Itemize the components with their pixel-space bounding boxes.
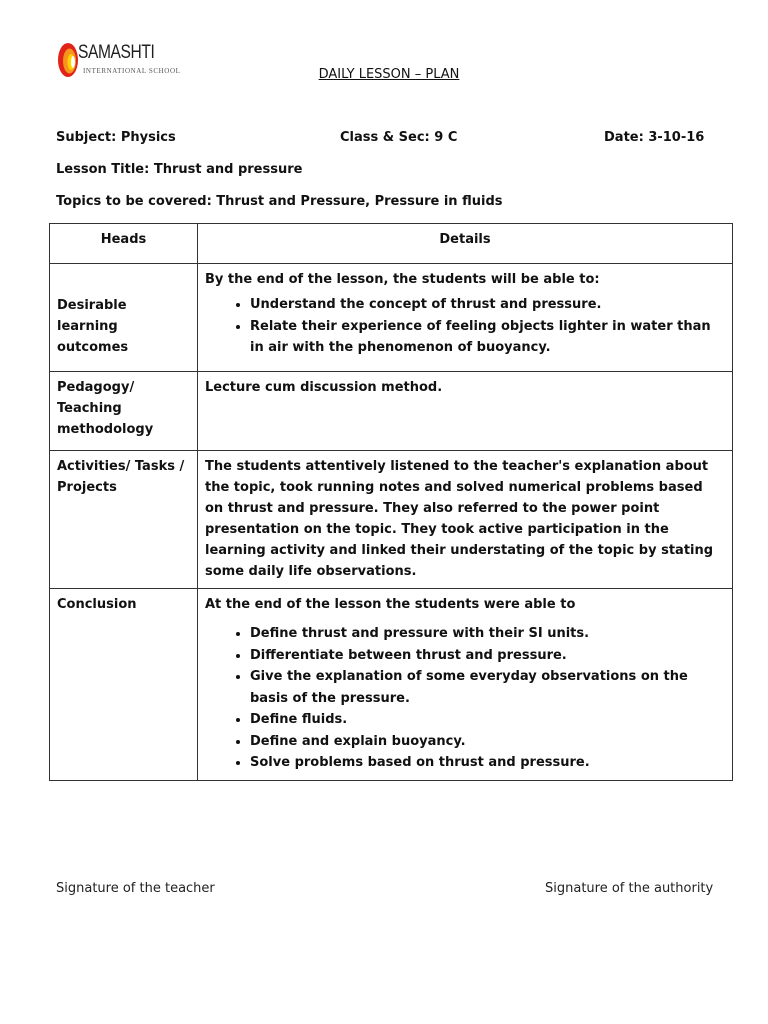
topics-covered: Topics to be covered: Thrust and Pressure, Pressure in fluids bbox=[56, 194, 503, 209]
list-item: • Define fluids. bbox=[250, 709, 725, 731]
row-head-outcomes: Desirable learning outcomes bbox=[50, 264, 198, 372]
class-section: Class & Sec: 9 C bbox=[340, 130, 458, 145]
lesson-table bbox=[49, 223, 733, 781]
table-row bbox=[50, 372, 733, 451]
table-header-row bbox=[50, 224, 733, 264]
list-item: • Define and explain buoyancy. bbox=[250, 731, 725, 753]
header-heads: Heads bbox=[50, 224, 198, 264]
list-item: • Relate their experience of feeling objects lighter in water than in air with the phenomenon of buoyancy. bbox=[250, 316, 725, 359]
list-item: • Understand the concept of thrust and pressure. bbox=[250, 294, 725, 316]
row-head-pedagogy: Pedagogy/ Teaching methodology bbox=[50, 372, 198, 451]
authority-signature-label: Signature of the authority bbox=[545, 881, 714, 896]
document-title-text: DAILY LESSON – PLAN bbox=[318, 67, 460, 82]
list-item: • Give the explanation of some everyday observations on the basis of the pressure. bbox=[250, 666, 725, 709]
logo-subtitle: INTERNATIONAL SCHOOL bbox=[83, 67, 181, 75]
list-item: • Differentiate between thrust and pressure. bbox=[250, 645, 725, 667]
list-item: • Solve problems based on thrust and pressure. bbox=[250, 752, 725, 774]
subject: Subject: Physics bbox=[56, 130, 176, 145]
table-row bbox=[50, 451, 733, 589]
table-row bbox=[50, 589, 733, 781]
row-details-pedagogy: Lecture cum discussion method. bbox=[198, 372, 733, 451]
list-item: • Define thrust and pressure with their SI units. bbox=[250, 623, 725, 645]
logo-name: SAMASHTI bbox=[78, 42, 155, 63]
outcomes-intro: By the end of the lesson, the students will be able to: bbox=[205, 272, 600, 287]
header-details: Details bbox=[198, 224, 733, 264]
conclusion-intro: At the end of the lesson the students were able to bbox=[205, 597, 576, 612]
date: Date: 3-10-16 bbox=[604, 130, 705, 145]
row-details-outcomes bbox=[198, 264, 733, 372]
row-details-conclusion bbox=[198, 589, 733, 781]
teacher-signature-label: Signature of the teacher bbox=[56, 881, 215, 896]
document-title bbox=[0, 67, 768, 82]
row-details-activities: The students attentively listened to the teacher's explanation about the topic, took running notes and solved numerical problems based on thrust and pressure. They also referred to the power point presentation on the topic. They took active participation in the learning activity and linked their understating of the topic by stating some daily life observations. bbox=[198, 451, 733, 589]
table-row bbox=[50, 264, 733, 372]
outcomes-list bbox=[205, 294, 725, 359]
row-head-conclusion: Conclusion bbox=[50, 589, 198, 781]
lesson-title: Lesson Title: Thrust and pressure bbox=[56, 162, 303, 177]
conclusion-list bbox=[205, 623, 725, 774]
row-head-activities: Activities/ Tasks / Projects bbox=[50, 451, 198, 589]
